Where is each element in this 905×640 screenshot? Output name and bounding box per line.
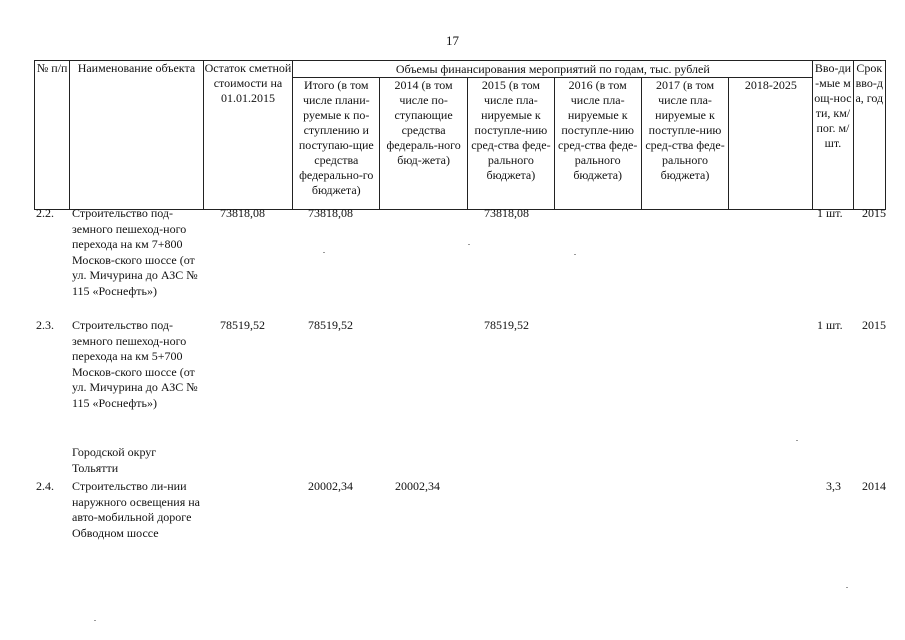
row-2-2-total: 73818,08: [308, 206, 353, 220]
row-2-4-term: 2014: [862, 479, 886, 493]
row-2-4-capacity: 3,3: [826, 479, 841, 493]
row-2-4-y2014: 20002,34: [395, 479, 440, 493]
row-2-4-num: 2.4.: [36, 479, 54, 493]
scan-speck: [468, 244, 470, 245]
header-2017: 2017 (в том числе пла-нируемые к поступле-нию сред-ства феде-рального бюджета): [641, 78, 729, 210]
header-2016: 2016 (в том числе пла-нируемые к поступле-нию сред-ства феде-рального бюджета): [554, 78, 641, 210]
page-number: 17: [446, 33, 459, 48]
row-2-4-name: Строительство ли-нии наружного освещения на авто-мобильной дороге Обводном шоссе: [72, 479, 200, 540]
scan-speck: [796, 440, 798, 441]
row-2-2-term: 2015: [862, 206, 886, 220]
scan-speck: [574, 254, 576, 255]
header-name: Наименование объекта: [70, 61, 203, 210]
header-2014: 2014 (в том числе по-ступающие средства федераль-ного бюд-жета): [380, 78, 468, 210]
scan-speck: [94, 620, 96, 621]
row-2-2-capacity: 1 шт.: [817, 206, 843, 220]
header-total: Итого (в том числе плани-руемые к по-ступлению и поступаю-щие средства федерально-го бюджета): [293, 78, 380, 210]
header-2015: 2015 (в том числе пла-нируемые к поступле-нию сред-ства феде-рального бюджета): [468, 78, 555, 210]
header-term: Срок вво-да, год: [853, 61, 885, 210]
row-2-3-term: 2015: [862, 318, 886, 332]
row-2-3-total: 78519,52: [308, 318, 353, 332]
scan-speck: [846, 587, 848, 588]
header-capacity: Вво-ди-мые мощ-ности, км/ пог. м/шт.: [813, 61, 853, 210]
header-2018-2025: 2018-2025: [729, 78, 813, 210]
row-2-3-remaining: 78519,52: [220, 318, 265, 332]
budget-table-header: [34, 60, 886, 210]
section-heading: Городской округ Тольятти: [72, 445, 157, 475]
row-2-3-capacity: 1 шт.: [817, 318, 843, 332]
row-2-3-name: Строительство под-земного пешеход-ного перехода на км 5+700 Москов-ского шоссе (от ул. Мичурина до АЗС № 115 «Роснефть»): [72, 318, 198, 410]
header-remaining: Остаток сметной стоимости на 01.01.2015: [203, 61, 293, 210]
row-2-3-y2015: 78519,52: [484, 318, 529, 332]
row-2-3-num: 2.3.: [36, 318, 54, 332]
header-funding-group: Объемы финансирования мероприятий по годам, тыс. рублей: [293, 61, 813, 78]
row-2-2-y2015: 73818,08: [484, 206, 529, 220]
row-2-2-name: Строительство под-земного пешеход-ного перехода на км 7+800 Москов-ского шоссе (от ул. Мичурина до АЗС № 115 «Роснефть»): [72, 206, 198, 298]
scan-speck: [323, 252, 325, 253]
row-2-2-remaining: 73818,08: [220, 206, 265, 220]
row-2-4-total: 20002,34: [308, 479, 353, 493]
header-num: № п/п: [35, 61, 70, 210]
row-2-2-num: 2.2.: [36, 206, 54, 220]
